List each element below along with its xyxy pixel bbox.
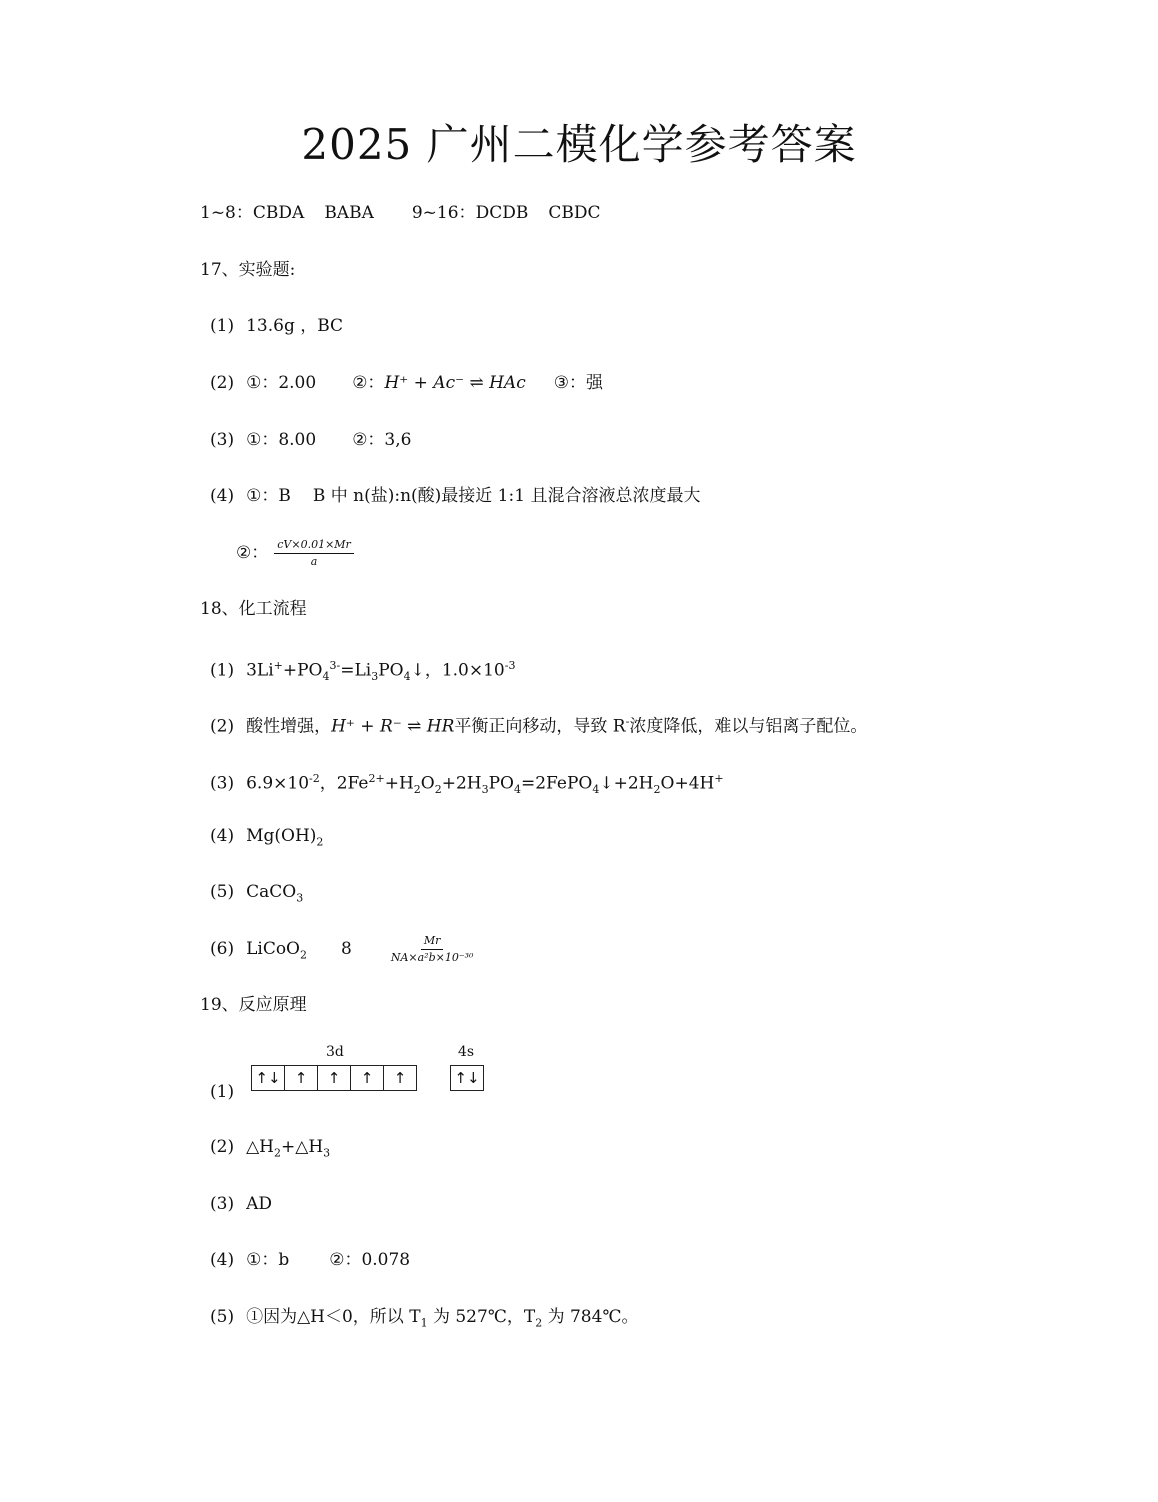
q18-3-seg: ↓+2H bbox=[599, 773, 654, 794]
q17-4-fraction bbox=[274, 538, 354, 569]
q18-3-sub: 4 bbox=[514, 783, 521, 797]
q18-6-value: 8 bbox=[341, 939, 352, 959]
mc-answers bbox=[200, 201, 600, 225]
q19-5-sub: 1 bbox=[420, 1316, 428, 1330]
q18-1-seg: +PO bbox=[282, 660, 323, 681]
q18-2-seg: 平衡正向移动，导致 R bbox=[454, 716, 626, 737]
q17-4-num: (4) bbox=[210, 486, 235, 506]
q18-2-equation: H⁺ + R⁻ ⇌ HR bbox=[331, 716, 455, 737]
q19-5-seg: 为 784℃。 bbox=[542, 1307, 639, 1327]
q19-2-seg: +△H bbox=[281, 1137, 324, 1157]
q19-5-seg: ①因为△H＜0，所以 T bbox=[246, 1307, 421, 1327]
q18-4-seg: Mg(OH) bbox=[246, 826, 317, 846]
q17-4-frac-numerator: cV×0.01×Mr bbox=[274, 538, 354, 554]
q18-2-seg: 浓度降低，难以与铝离子配位。 bbox=[629, 716, 868, 737]
q18-3-sub: 2 bbox=[413, 783, 421, 797]
q17-3-num: (3) bbox=[210, 430, 235, 450]
q17-4-frac-denominator: a bbox=[310, 555, 318, 568]
q19-2-seg: △H bbox=[246, 1137, 274, 1157]
q17-answer-3 bbox=[210, 428, 411, 452]
q18-5-seg: CaCO bbox=[246, 882, 297, 902]
q17-3-p2: ②：3,6 bbox=[352, 430, 412, 450]
mc-part1-label: 1~8： bbox=[200, 203, 253, 223]
orbital-3d-label: 3d bbox=[326, 1044, 344, 1060]
q19-2-sub: 3 bbox=[323, 1146, 331, 1160]
q18-1-sup: 3- bbox=[329, 659, 341, 672]
orbital-4s-label: 4s bbox=[458, 1044, 475, 1060]
q18-2-num: (2) bbox=[210, 716, 235, 737]
q18-6-fraction bbox=[388, 934, 477, 965]
q18-3-seg: O+4H bbox=[660, 773, 715, 794]
q18-answer-4 bbox=[210, 824, 323, 854]
q18-6-sub: 2 bbox=[300, 948, 307, 962]
q18-1-seg: =Li bbox=[340, 660, 372, 681]
q18-1-sub: 4 bbox=[403, 670, 411, 684]
q17-3-p1: ①：8.00 bbox=[246, 430, 317, 450]
q19-answer-2 bbox=[210, 1135, 330, 1165]
q18-1-sub: 4 bbox=[322, 670, 330, 684]
orbital-box: ↑ bbox=[383, 1065, 417, 1091]
q18-3-seg: ，2Fe bbox=[319, 773, 369, 794]
q18-3-sup: 2+ bbox=[368, 772, 385, 785]
orbital-box: ↑ bbox=[284, 1065, 318, 1091]
q17-answer-1 bbox=[210, 314, 343, 338]
q18-6-frac-numerator: Mr bbox=[421, 934, 444, 950]
q18-3-seg: PO bbox=[488, 773, 514, 794]
q19-answer-5 bbox=[210, 1305, 638, 1335]
q18-3-seg: O bbox=[420, 773, 435, 794]
q18-1-sup: + bbox=[273, 659, 283, 672]
q18-3-seg: +2H bbox=[441, 773, 482, 794]
q18-6-num: (6) bbox=[210, 939, 235, 959]
q18-1-num: (1) bbox=[210, 660, 235, 681]
mc-part2-a: DCDB bbox=[475, 203, 529, 223]
q19-5-seg: 为 527℃，T bbox=[427, 1307, 536, 1327]
q19-5-num: (5) bbox=[210, 1307, 235, 1327]
q18-3-sup: + bbox=[714, 772, 724, 785]
q18-3-seg: 6.9×10 bbox=[246, 773, 310, 794]
q18-1-seg: PO bbox=[378, 660, 404, 681]
q17-2-p3: ③：强 bbox=[553, 373, 603, 393]
q18-3-seg: +H bbox=[384, 773, 414, 794]
q17-heading: 17、实验题: bbox=[200, 260, 296, 280]
q19-3-text: AD bbox=[246, 1194, 273, 1214]
orbital-4s-boxes bbox=[451, 1065, 484, 1091]
q19-5-sub: 2 bbox=[535, 1316, 543, 1330]
orbital-box: ↑ bbox=[317, 1065, 351, 1091]
mc-part1-a: CBDA bbox=[252, 203, 305, 223]
q18-answer-2 bbox=[210, 710, 867, 739]
q17-2-p2-label: ②： bbox=[352, 373, 385, 393]
q18-answer-3 bbox=[210, 767, 724, 802]
q18-answer-1 bbox=[210, 654, 515, 689]
q19-4-p2: ②：0.078 bbox=[329, 1250, 411, 1270]
q17-2-num: (2) bbox=[210, 373, 235, 393]
q19-3-num: (3) bbox=[210, 1194, 235, 1214]
q17-2-p1: ①：2.00 bbox=[246, 373, 317, 393]
q18-6-frac-denominator: NA×a²b×10⁻³⁰ bbox=[390, 951, 474, 964]
q18-2-seg: 酸性增强， bbox=[246, 716, 332, 737]
q17-1-num: (1) bbox=[210, 316, 235, 336]
q17-4-p1: ①：B bbox=[246, 486, 291, 506]
q18-answer-6 bbox=[210, 934, 476, 967]
q18-6-seg: LiCoO bbox=[246, 939, 300, 959]
q19-heading: 19、反应原理 bbox=[200, 995, 307, 1015]
q19-2-sub: 2 bbox=[274, 1146, 281, 1160]
q18-3-sub: 2 bbox=[434, 783, 442, 797]
orbital-box: ↑↓ bbox=[251, 1065, 285, 1091]
q18-3-sub: 4 bbox=[592, 783, 600, 797]
orbital-box: ↑↓ bbox=[450, 1065, 484, 1091]
q18-1-seg: 3Li bbox=[246, 660, 274, 681]
q18-1-sup: -3 bbox=[504, 659, 516, 672]
q18-4-sub: 2 bbox=[316, 835, 324, 849]
q18-1-sub: 3 bbox=[371, 670, 379, 684]
q18-3-sup: -2 bbox=[309, 772, 320, 785]
q19-4-num: (4) bbox=[210, 1250, 235, 1270]
q17-4-p2-label: ②： bbox=[236, 543, 269, 563]
mc-part2-b: CBDC bbox=[548, 203, 601, 223]
q17-4-reason: B 中 n(盐):n(酸)最接近 1:1 且混合溶液总浓度最大 bbox=[312, 486, 701, 506]
q17-answer-2 bbox=[210, 371, 603, 395]
orbital-3d-boxes bbox=[252, 1065, 417, 1091]
q18-3-num: (3) bbox=[210, 773, 235, 794]
q18-answer-5 bbox=[210, 880, 303, 910]
q18-5-num: (5) bbox=[210, 882, 235, 902]
q19-4-p1: ①：b bbox=[246, 1250, 290, 1270]
q17-2-equation: H⁺ + Ac⁻ ⇌ HAc bbox=[384, 373, 526, 393]
q17-answer-4 bbox=[210, 484, 700, 508]
q19-1-num: (1) bbox=[210, 1082, 235, 1102]
q18-1-seg: ↓，1.0×10 bbox=[410, 660, 505, 681]
q18-3-sub: 3 bbox=[481, 783, 489, 797]
q17-1-text: 13.6g ，BC bbox=[246, 316, 344, 336]
mc-part1-b: BABA bbox=[324, 203, 374, 223]
orbital-box: ↑ bbox=[350, 1065, 384, 1091]
q18-3-seg: =2FePO bbox=[521, 773, 593, 794]
mc-part2-label: 9~16： bbox=[411, 203, 476, 223]
q18-heading: 18、化工流程 bbox=[200, 599, 307, 619]
q18-3-sub: 2 bbox=[653, 783, 661, 797]
q17-answer-4-part2 bbox=[236, 538, 354, 569]
q18-4-num: (4) bbox=[210, 826, 235, 846]
page-title: 2025 广州二模化学参考答案 bbox=[301, 120, 857, 169]
q18-5-sub: 3 bbox=[296, 891, 304, 905]
q19-answer-4 bbox=[210, 1248, 410, 1272]
q19-answer-3 bbox=[210, 1192, 272, 1216]
q19-2-num: (2) bbox=[210, 1137, 235, 1157]
q18-2-sup: - bbox=[625, 715, 630, 728]
